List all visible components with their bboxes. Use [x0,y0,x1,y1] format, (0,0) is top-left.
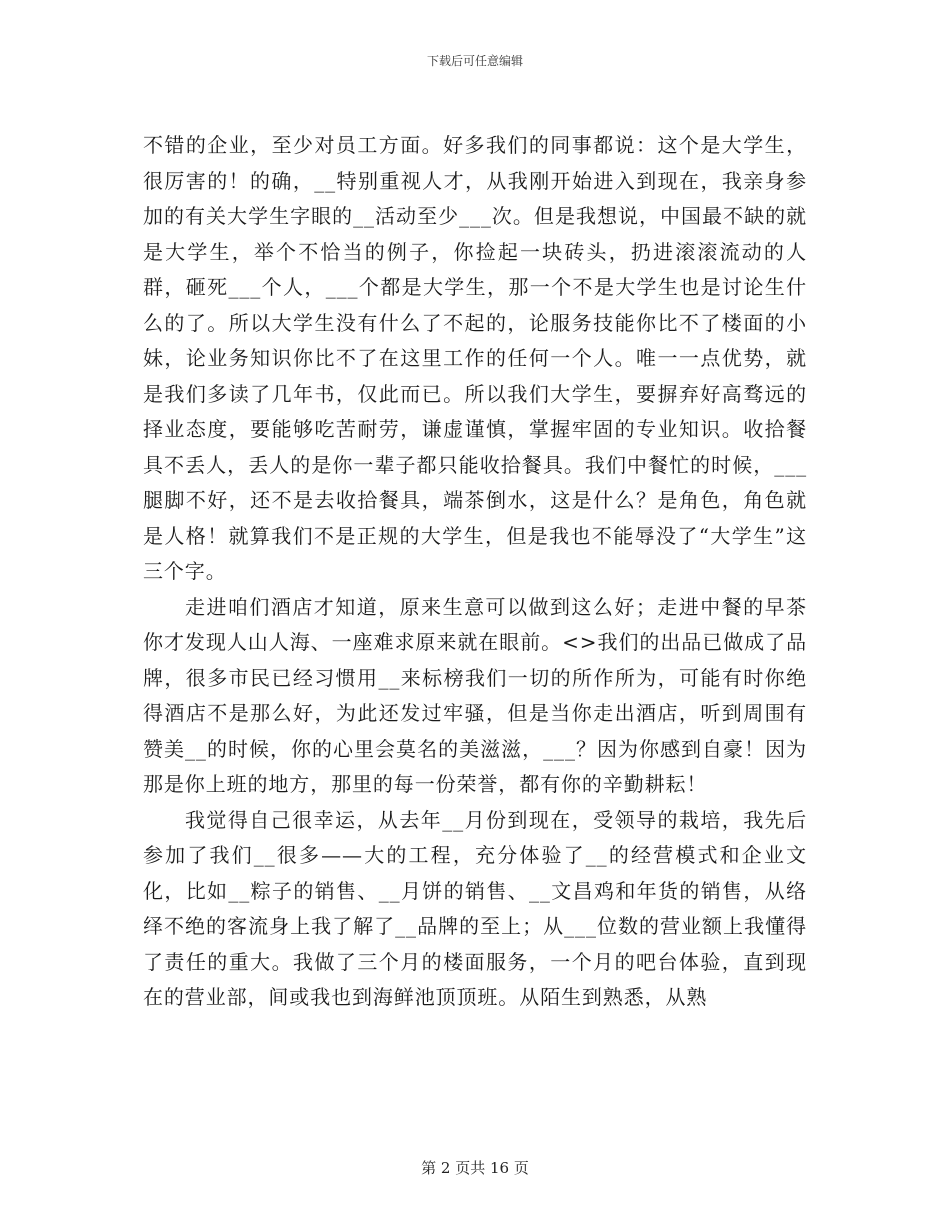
paragraph: 不错的企业，至少对员工方面。好多我们的同事都说：这个是大学生，很厉害的！的确，__特别重视人才，从我刚开始进入到现在，我亲身参加的有关大学生字眼的__活动至少___次。但是我想说，中国最不缺的就是大学生，举个不恰当的例子，你捡起一块砖头，扔进滚滚流动的人群，砸死___个人，___个都是大学生，那一个不是大学生也是讨论生什么的了。所以大学生没有什么了不起的，论服务技能你比不了楼面的小妹，论业务知识你比不了在这里工作的任何一个人。唯一一点优势，就是我们多读了几年书，仅此而已。所以我们大学生，要摒弃好高骛远的择业态度，要能够吃苦耐劳，谦虚谨慎，掌握牢固的专业知识。收拾餐具不丢人，丢人的是你一辈子都只能收拾餐具。我们中餐忙的时候，___腿脚不好，还不是去收拾餐具，端茶倒水，这是什么？是角色，角色就是人格！就算我们不是正规的大学生，但是我也不能辱没了“大学生”这三个字。 [143,133,807,583]
paragraph: 我觉得自己很幸运，从去年__月份到现在，受领导的栽培，我先后参加了我们__很多——大的工程，充分体验了__的经营模式和企业文化，比如__粽子的销售、__月饼的销售、__文昌鸡和年货的销售，从络绎不绝的客流身上我了解了__品牌的至上；从___位数的营业额上我懂得了责任的重大。我做了三个月的楼面服务，一个月的吧台体验，直到现在的营业部，间或我也到海鲜池顶顶班。从陌生到熟悉，从熟 [143,807,807,1009]
page-header: 下载后可任意编辑 [426,54,523,68]
document-body [143,128,807,1016]
paragraph: 走进咱们酒店才知道，原来生意可以做到这么好；走进中餐的早茶你才发现人山人海、一座难求原来就在眼前。<>我们的出品已做成了品牌，很多市民已经习惯用__来标榜我们一切的所作所为，可能有时你绝得酒店不是那么好，为此还发过牢骚，但是当你走出酒店，听到周围有赞美__的时候，你的心里会莫名的美滋滋，___？因为你感到自豪！因为那是你上班的地方，那里的每一份荣誉，都有你的辛勤耕耘！ [143,594,807,796]
page-number: 第 2 页共 16 页 [421,1159,529,1177]
